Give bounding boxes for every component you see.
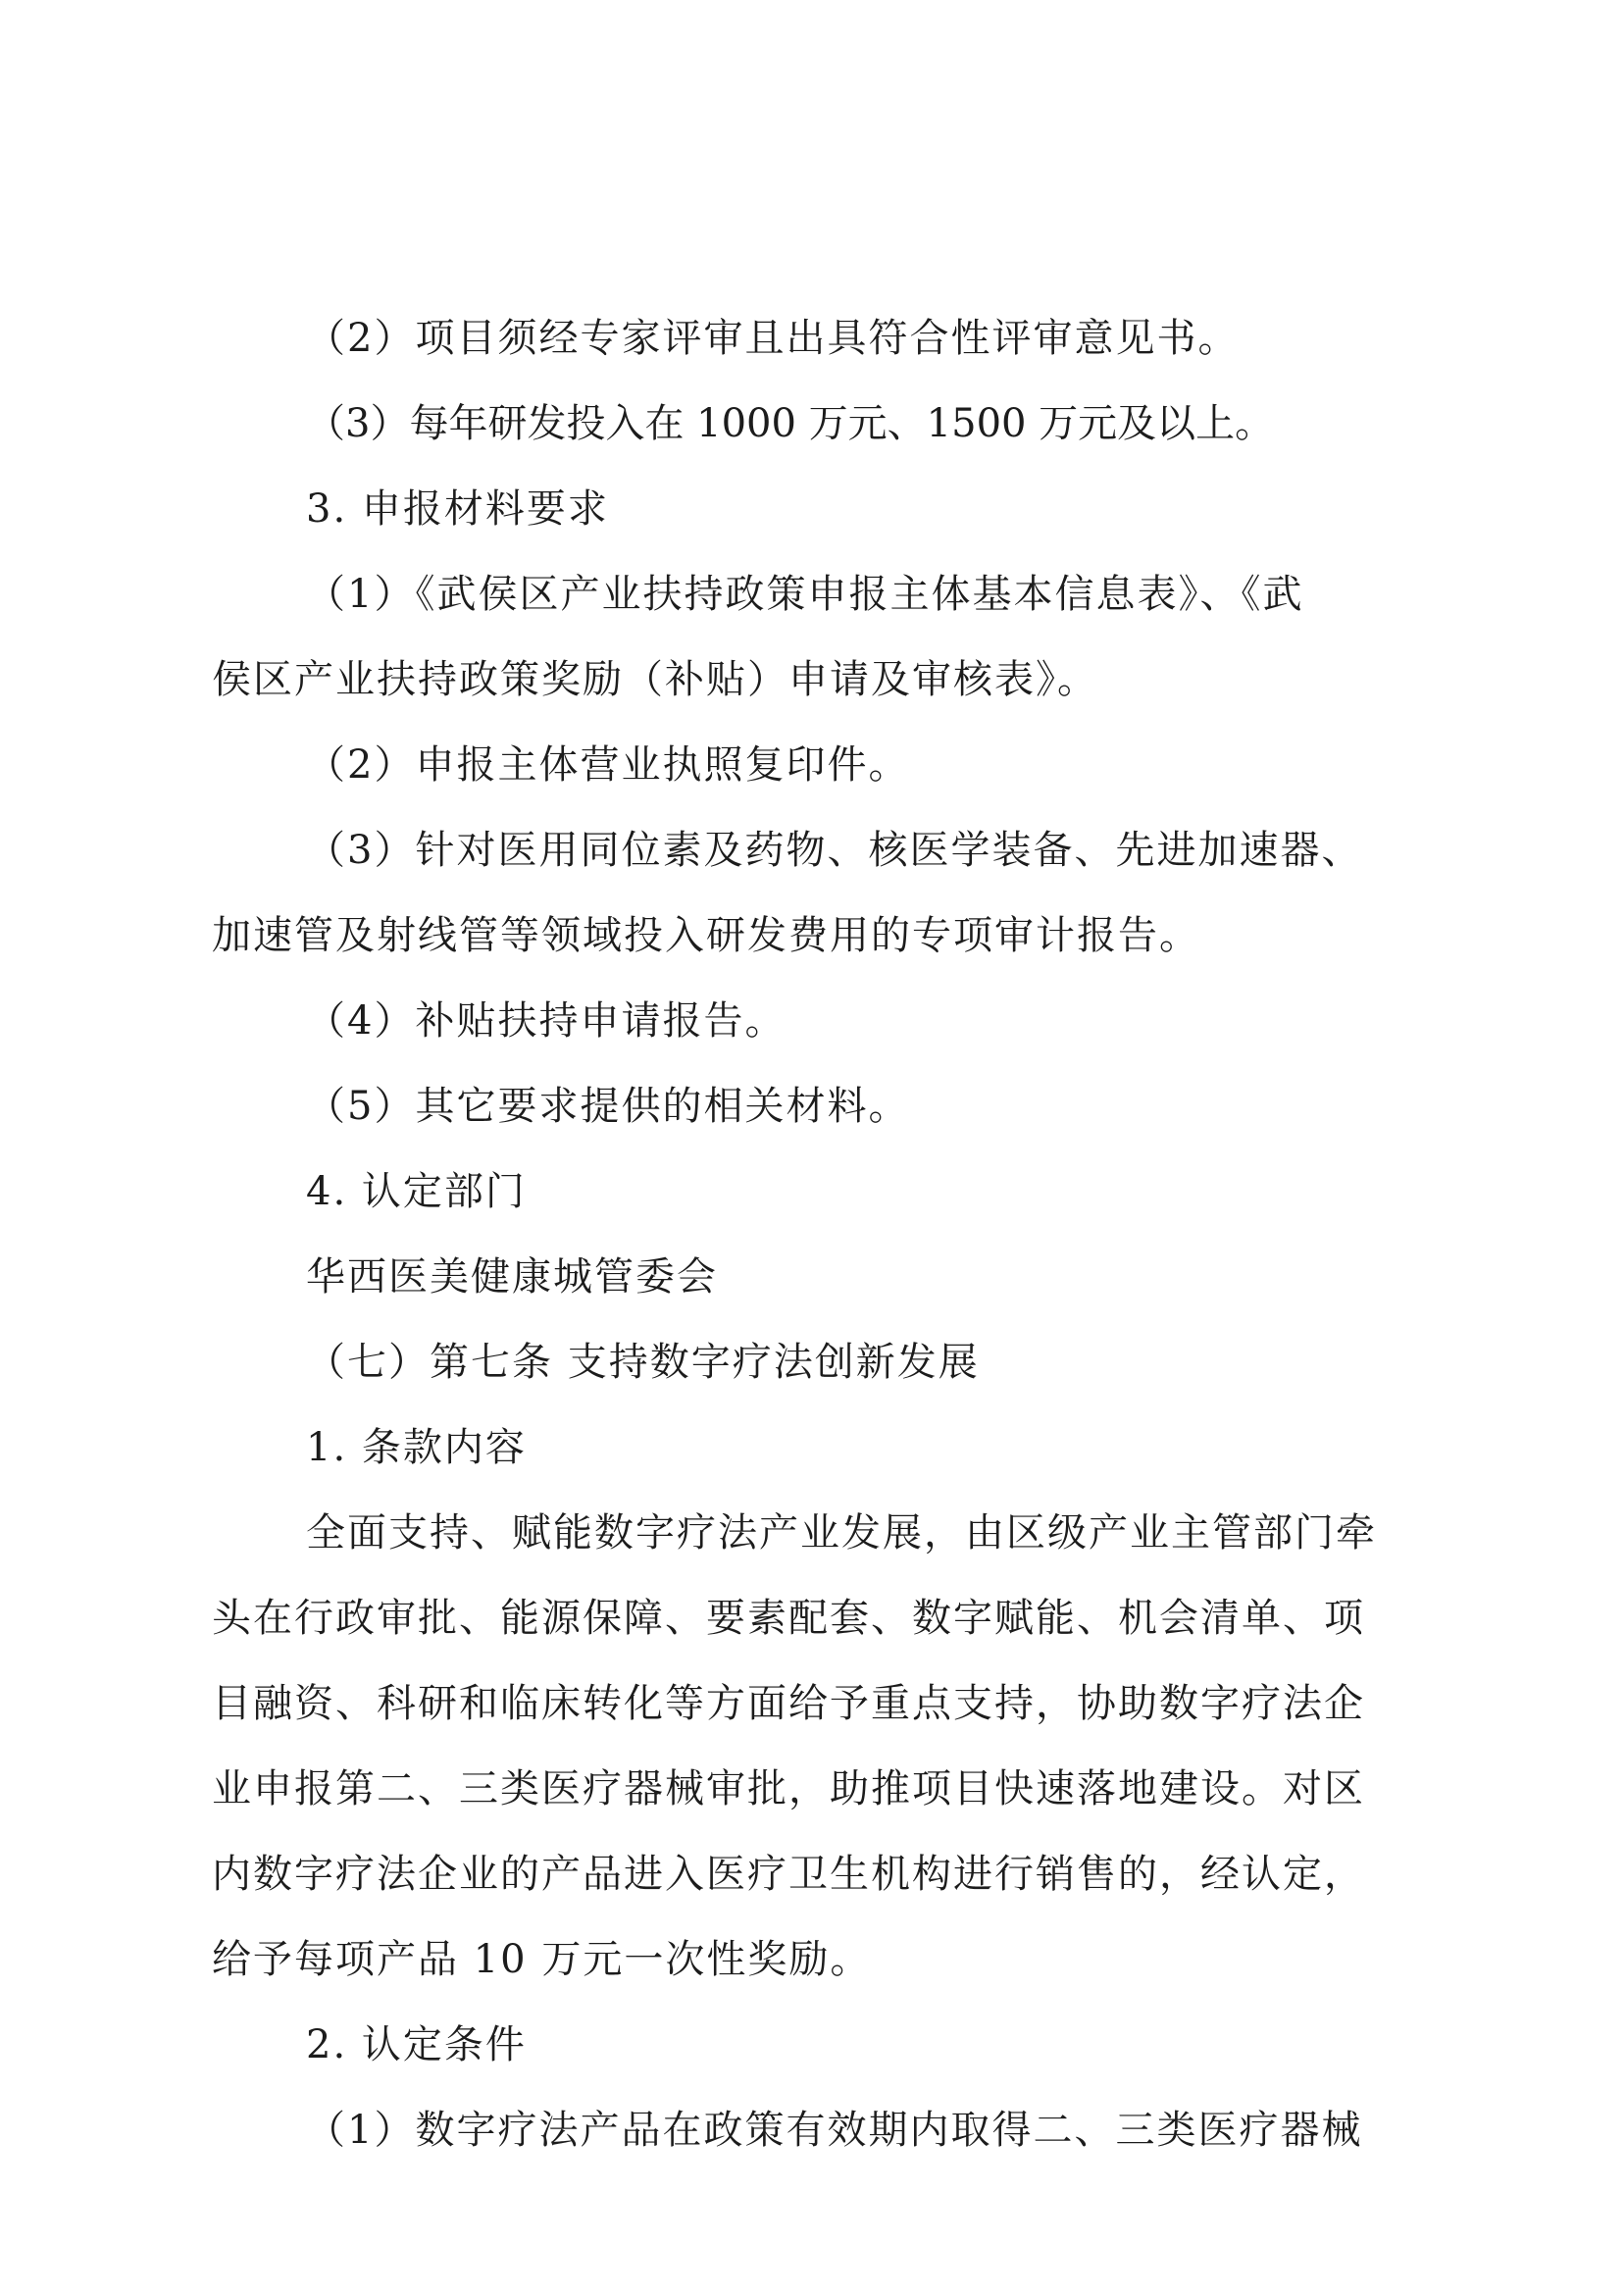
text-line: 给予每项产品 10 万元一次性奖励。	[212, 1937, 872, 1982]
heading-certifying-department	[0, 1152, 1624, 1231]
paragraph-clause-line-1	[0, 1494, 1624, 1572]
text-line: 侯区产业扶持政策奖励（补贴）申请及审核表》。	[212, 657, 1098, 702]
paragraph-clause-line-3	[0, 1664, 1624, 1743]
paragraph-condition-1	[0, 2091, 1624, 2169]
text-line: 华西医美健康城管委会	[306, 1254, 718, 1300]
text-line: （2）项目须经专家评审且出具符合性评审意见书。	[306, 316, 1240, 361]
text-line: （2）申报主体营业执照复印件。	[306, 742, 910, 788]
text-line: 业申报第二、三类医疗器械审批，助推项目快速落地建设。对区	[212, 1766, 1365, 1811]
text-line: 1. 条款内容	[306, 1425, 527, 1470]
text-line: （3）针对医用同位素及药物、核医学装备、先进加速器、	[306, 828, 1363, 873]
text-line: 头在行政审批、能源保障、要素配套、数字赋能、机会清单、项	[212, 1596, 1365, 1641]
text-line: 全面支持、赋能数字疗法产业发展，由区级产业主管部门牵	[306, 1510, 1377, 1555]
text-line: 4. 认定部门	[306, 1169, 527, 1214]
paragraph-department-name	[0, 1238, 1624, 1316]
paragraph-clause-line-6	[0, 1920, 1624, 1999]
text-line: 目融资、科研和临床转化等方面给予重点支持，协助数字疗法企	[212, 1681, 1365, 1726]
text-line: （1）《武侯区产业扶持政策申报主体基本信息表》、《武	[306, 572, 1304, 617]
text-line: （3）每年研发投入在 1000 万元、1500 万元及以上。	[306, 401, 1275, 446]
paragraph-clause-line-2	[0, 1579, 1624, 1657]
text-line: （七）第七条 支持数字疗法创新发展	[306, 1340, 980, 1385]
paragraph-subsidy-report	[0, 982, 1624, 1060]
heading-article-seven	[0, 1323, 1624, 1402]
heading-clause-content	[0, 1408, 1624, 1487]
text-line: 内数字疗法企业的产品进入医疗卫生机构进行销售的，经认定，	[212, 1852, 1365, 1897]
text-line: （5）其它要求提供的相关材料。	[306, 1084, 910, 1129]
paragraph-review-opinion	[0, 299, 1624, 378]
paragraph-other-materials	[0, 1067, 1624, 1146]
paragraph-clause-line-5	[0, 1835, 1624, 1913]
paragraph-info-forms	[0, 555, 1624, 634]
text-line: 2. 认定条件	[306, 2022, 527, 2067]
text-line: 加速管及射线管等领域投入研发费用的专项审计报告。	[212, 913, 1200, 958]
paragraph-audit-report-continued	[0, 896, 1624, 975]
text-line: （4）补贴扶持申请报告。	[306, 998, 787, 1044]
heading-application-materials	[0, 470, 1624, 548]
text-line: 3. 申报材料要求	[306, 486, 609, 532]
paragraph-business-license	[0, 726, 1624, 804]
paragraph-clause-line-4	[0, 1750, 1624, 1828]
paragraph-audit-report	[0, 811, 1624, 890]
text-line: （1）数字疗法产品在政策有效期内取得二、三类医疗器械	[306, 2108, 1363, 2153]
paragraph-rd-investment	[0, 384, 1624, 463]
heading-certification-conditions	[0, 2006, 1624, 2084]
paragraph-info-forms-continued	[0, 640, 1624, 719]
